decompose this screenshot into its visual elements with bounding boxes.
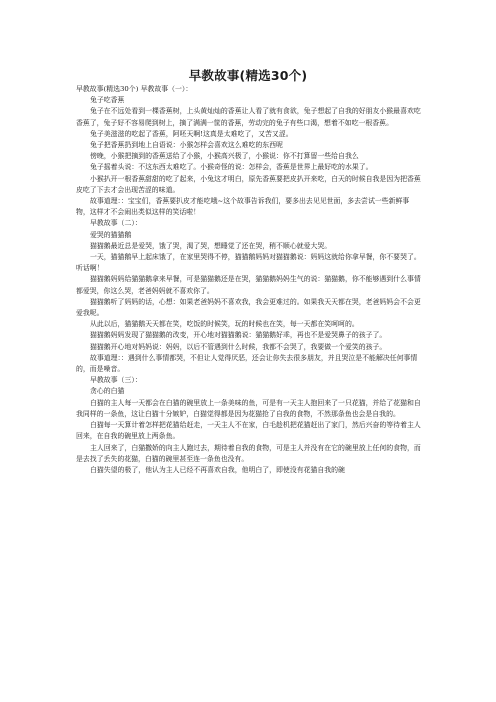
document-body [76,84,422,476]
paragraph: 兔子摇着头说：不这东西太难吃了。小猴奇怪的说：怎样会，香蕉是世界上最好吃的水果了。 [90,163,373,172]
paragraph: 猫猫鹅妈妈发现了猫猫鹅的改变，开心地对猫猫鹅说：猫猫鹅好乖，再也不是爱哭鼻子的孩子了。 [90,331,387,340]
paragraph: 傍晚，小猴把摘到的香蕉送给了小猴，小猴高兴极了，小猴说：你不打算留一些给自我么 [90,152,359,161]
paragraph: 故事道理：：宝宝们，香蕉要扒皮才能吃哦~这个故事告诉我们，要多出去见见世面，多去尝试一些新鲜事物，这样才不会闹出类似这样的笑话啦！ [76,197,410,217]
paragraph: 兔子把香蕉扔到地上自语说：小猴怎样会喜欢这么难吃的东西呢 [90,141,283,150]
paragraph: 兔子美滋滋的吃起了香蕉，阿呸天啊!这真是太难吃了，又苦又涩。 [90,129,293,138]
paragraph: 主人回来了，白猫撒娇的向主人跑过去，期待着自我的食物，可是主人并没有在它的碗里放上任何的食物，而是去找了丢失的花猫，白猫的碗里甚至连一条鱼也没有。 [76,443,421,463]
paragraph: 从此以后，猫猫鹅天天都在笑，吃饭的时候笑，玩的时候也在笑，每一天都在笑呵呵的。 [90,320,359,329]
paragraph: 小猴扒开一根香蕉甜甜的吃了起来，小兔这才明白，原先香蕉要把皮扒开来吃，白天的时候自我是因为把香蕉皮吃了下去才会出现苦涩的味道。 [76,174,421,194]
paragraph: 白猫失望的极了，他认为主人已经不再喜欢自我，他明白了，即使没有花猫自我的碗 [90,465,345,474]
story3-title: 贪心的白猫 [90,387,125,396]
story1-title: 兔子吃香蕉 [90,96,125,105]
story2-heading: 早教故事（二）： [90,219,142,228]
paragraph: 猫猫鹅开心地对妈妈说：妈妈，以后不管遇到什么时候，我都不会哭了，我要做一个爱笑的孩子。 [90,342,387,351]
story2-title: 爱哭的猫猫鹅 [90,230,132,239]
paragraph: 猫猫鹅最近总是爱哭，饿了哭，渴了哭，想睡觉了还在哭，稍不顺心就爱大哭。 [90,241,332,250]
paragraph: 一天，猫猫鹅早上起床饿了，在家里哭得不停，猫猫鹅妈妈对猫猫鹅说：妈妈这就给你拿早餐，你不要哭了。听话啊！ [76,253,421,273]
paragraph: 猫猫鹅妈妈给猫猫鹅拿来早餐，可是猫猫鹅还是在哭，猫猫鹅妈妈生气的说：猫猫鹅，你不能够遇到什么事情都爱哭，你这么哭，老爸妈妈就不喜欢你了。 [76,275,421,295]
paragraph: 兔子在不远处看到一棵香蕉树，上头黄灿灿的香蕉让人看了就有食欲，兔子想起了自我的好朋友小猴最喜欢吃香蕉了，兔子好不容易爬到树上，摘了满满一筐的香蕉，劳动完的兔子有些口渴，想着不如吃一根香蕉。 [76,107,421,127]
paragraph: 猫猫鹅听了妈妈的话，心想：如果老爸妈妈不喜欢我，我会更难过的。如果我天天都在哭，老爸妈妈会不会更爱我呢。 [76,297,421,318]
paragraph: 白猫每一天算计着怎样把花猫给赶走，一天主人不在家，白毛趁机把花猫赶出了家门，然后兴奋的等待着主人回来，在自我的碗里放上两条鱼。 [76,421,421,441]
paragraph: 故事道理：：遇到什么事情都哭，不但让人觉得厌恶，还会让你失去很多朋友，并且哭泣是不能解决任何事情的，而是噪音。 [76,353,418,374]
document-title: 早教故事(精选30个) [188,68,308,83]
story3-heading: 早教故事（三）： [90,376,142,385]
intro-line: 早教故事(精选30个) 早教故事（一）： [76,85,193,93]
paragraph: 白猫的主人每一天都会在白猫的碗里放上一条美味的鱼，可是有一天主人抱回来了一只花猫，并给了花猫和自我同样的一条鱼，这让白猫十分嫉妒，白猫觉得都是因为花猫抢了自我的食物，不然那条鱼也会是自我的。 [76,398,421,418]
